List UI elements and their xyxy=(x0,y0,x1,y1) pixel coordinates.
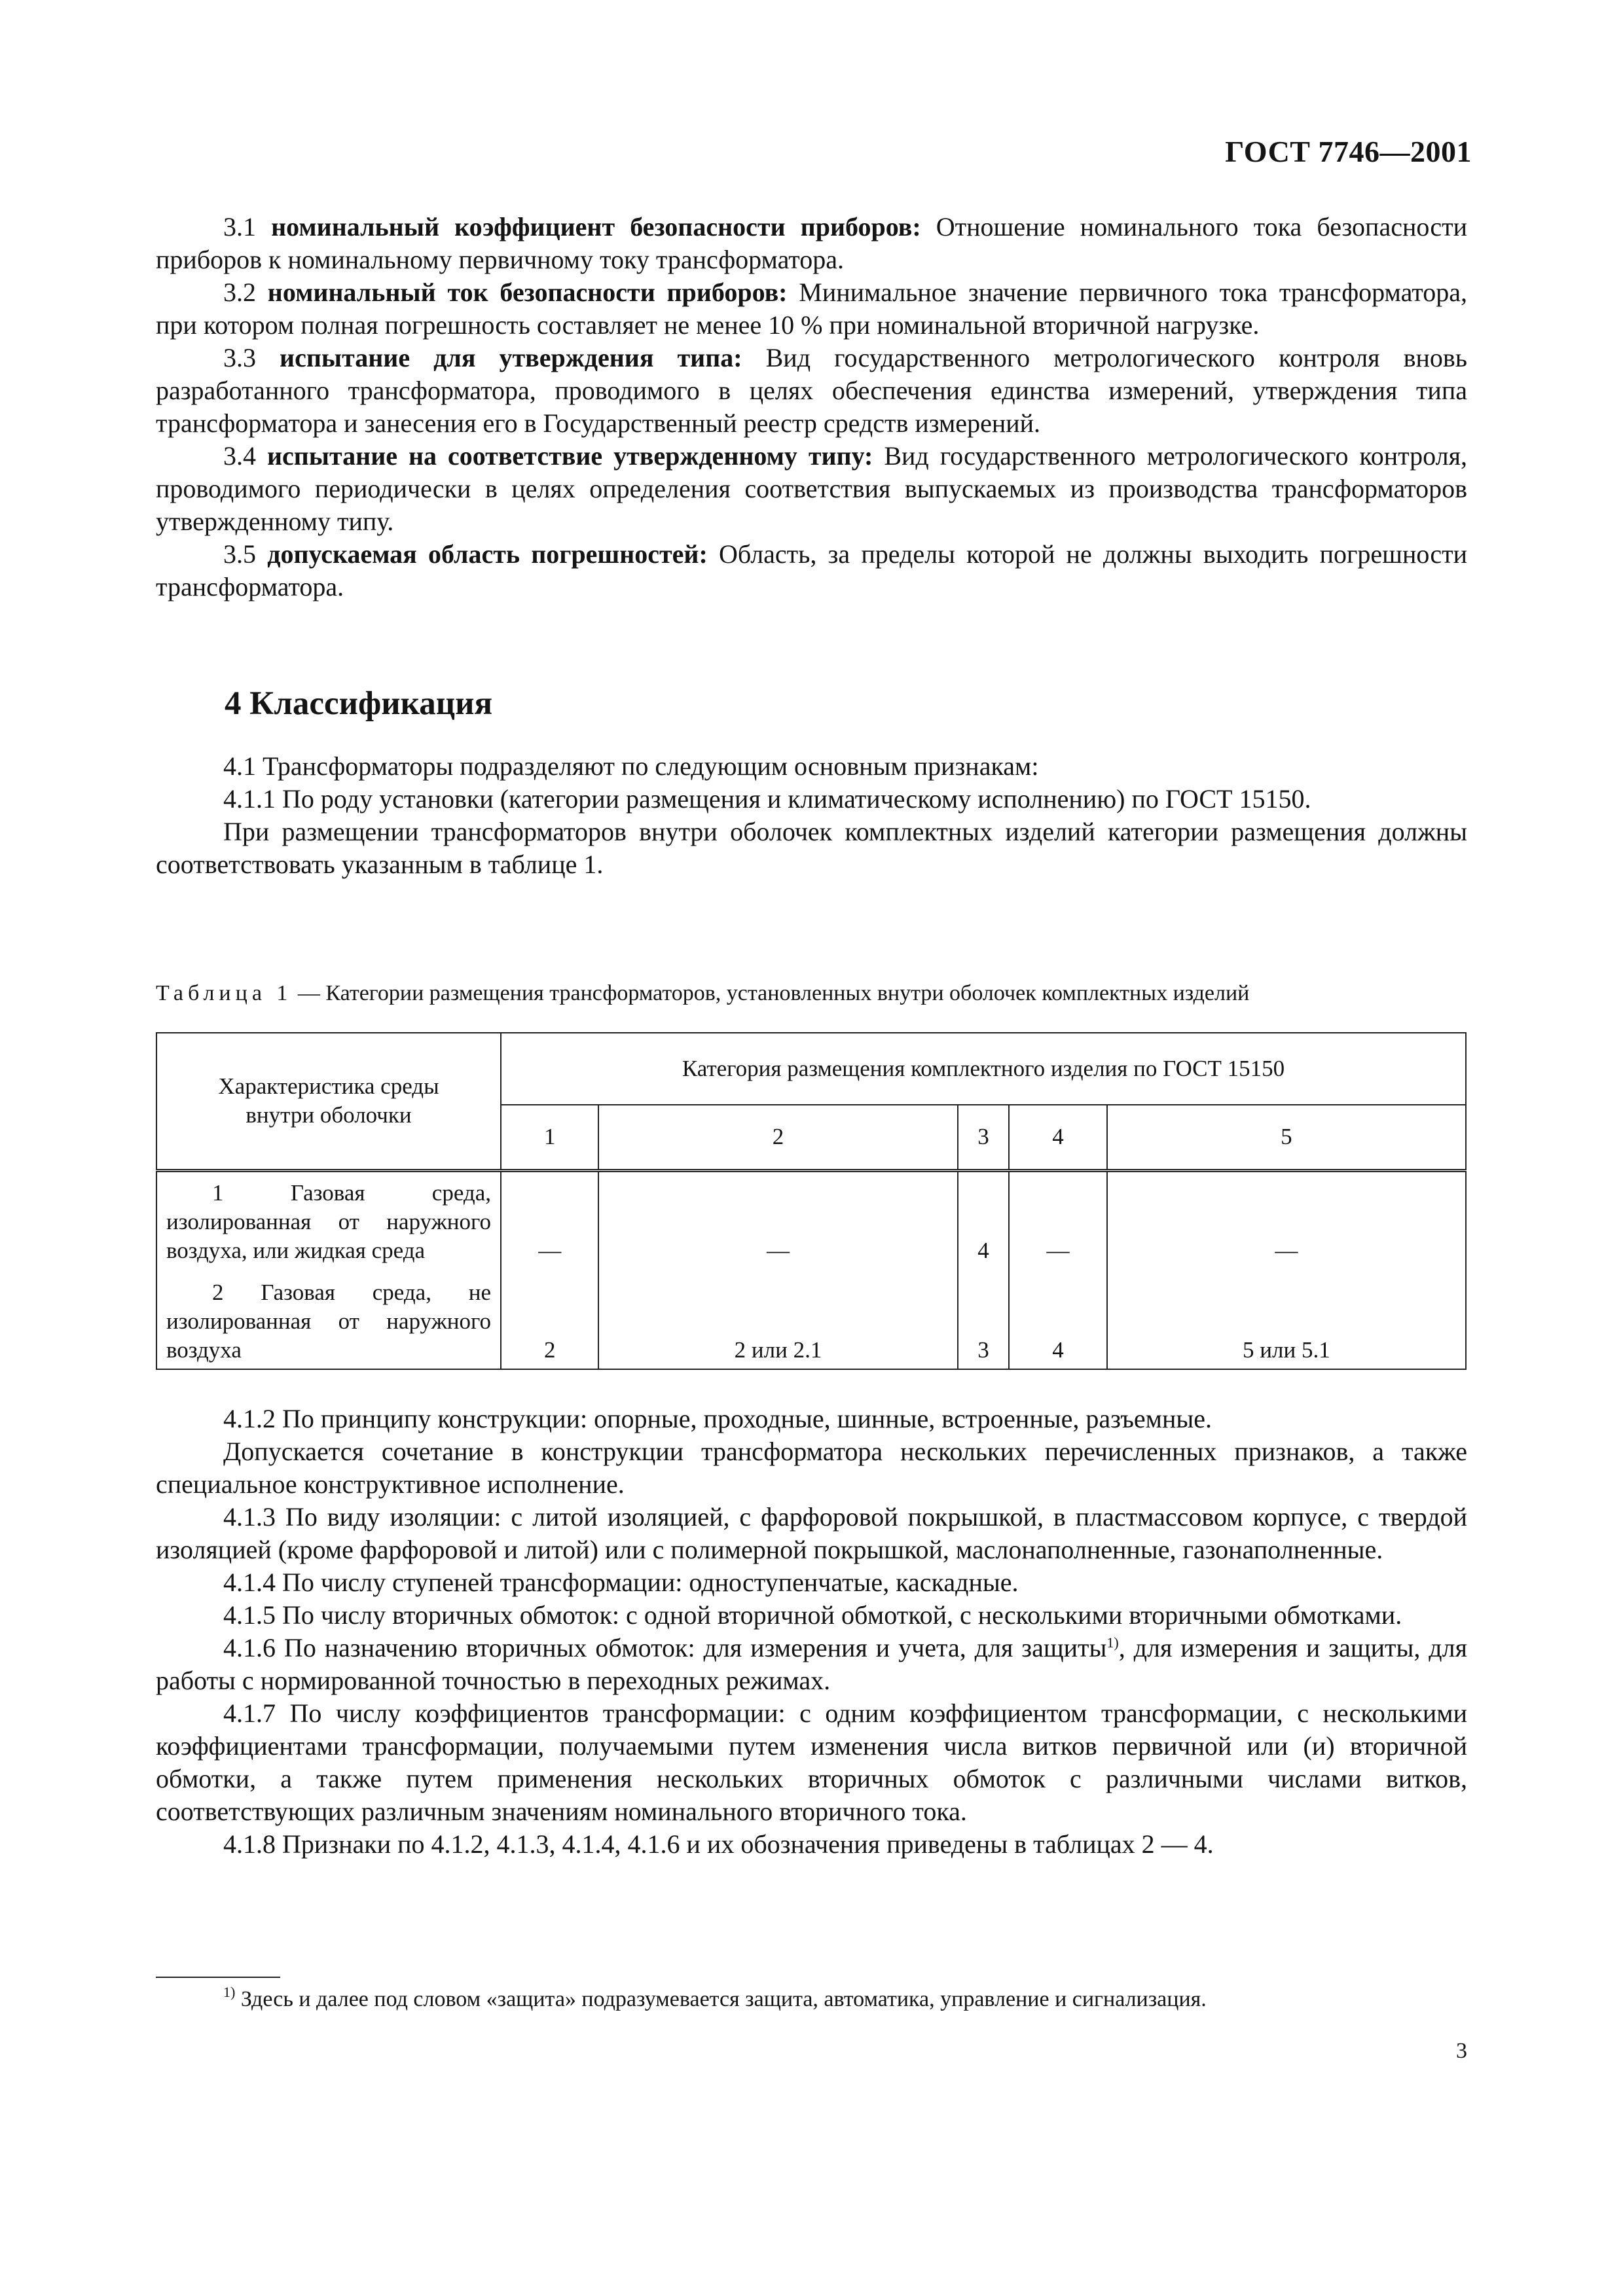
table-cell: 2 xyxy=(501,1272,598,1369)
section-title: 4 Классификация xyxy=(225,685,493,722)
table-row-label: 2 Газовая среда, не изолированная от наружного воздуха xyxy=(156,1272,501,1369)
table-header-category-group: Категория размещения комплектного изделия по ГОСТ 15150 xyxy=(501,1033,1466,1105)
paragraph: При размещении трансформаторов внутри оболочек комплектных изделий категории размещения должны соответствовать указанным в таблице 1. xyxy=(156,817,1467,879)
paragraph: 4.1.5 По числу вторичных обмоток: с одной вторичной обмоткой, с несколькими вторичными обмотками. xyxy=(223,1600,1402,1630)
term-paragraph: 3.2 номинальный ток безопасности приборов: Минимальное значение первичного тока трансформатора, при котором полная погрешность составляет не менее 10 % при номинальной вторичной нагрузке. xyxy=(156,278,1467,340)
placement-category-table xyxy=(156,1032,1467,1370)
table-caption xyxy=(156,979,1467,1008)
term-name: номинальный коэффициент безопасности приборов: xyxy=(271,212,921,242)
document-header-id: ГОСТ 7746—2001 xyxy=(1225,135,1472,168)
paragraph: 4.1.8 Признаки по 4.1.2, 4.1.3, 4.1.4, 4.1.6 и их обозначения приведены в таблицах 2 — 4. xyxy=(223,1829,1214,1859)
table-cell: — xyxy=(501,1170,598,1272)
table-cell: — xyxy=(1009,1170,1106,1272)
paragraph: 4.1 Трансформаторы подразделяют по следующим основным признакам: xyxy=(223,751,1039,781)
table-header-environment: Характеристика среды внутри оболочки xyxy=(156,1033,501,1170)
table-header-category: 1 xyxy=(501,1105,598,1170)
table-caption-label: Таблица 1 xyxy=(156,981,293,1005)
table-cell: — xyxy=(598,1170,957,1272)
paragraph: 4.1.4 По числу ступеней трансформации: одноступенчатые, каскадные. xyxy=(223,1568,1019,1597)
table-header-category: 3 xyxy=(958,1105,1010,1170)
paragraph: 4.1.3 По виду изоляции: с литой изоляцией, с фарфоровой покрышкой, в пластмассовом корпусе, с твердой изоляцией (кроме фарфоровой и литой) или с полимерной покрышкой, маслонаполненные, газонаполненные. xyxy=(156,1502,1467,1564)
table-row-label: 1 Газовая среда, изолированная от наружного воздуха, или жидкая среда xyxy=(156,1170,501,1272)
paragraph: 4.1.2 По принципу конструкции: опорные, проходные, шинные, встроенные, разъемные. xyxy=(223,1404,1213,1433)
page-number: 3 xyxy=(1456,2039,1467,2063)
footnote-divider xyxy=(156,1977,280,1978)
classification-paragraphs xyxy=(156,1403,1467,1861)
table-cell: 4 xyxy=(1009,1272,1106,1369)
term-name: испытание для утверждения типа: xyxy=(280,343,742,372)
term-name: номинальный ток безопасности приборов: xyxy=(267,278,788,307)
term-paragraph: 3.5 допускаемая область погрешностей: Область, за пределы которой не должны выходить погрешности трансформатора. xyxy=(156,539,1467,601)
term-paragraph: 3.4 испытание на соответствие утвержденному типу: Вид государственного метрологического контроля, проводимого периодически в целях определения соответствия выпускаемых из производства трансформаторов утвержденному типу. xyxy=(156,441,1468,536)
footnote xyxy=(156,1985,1467,2014)
table-cell: 5 или 5.1 xyxy=(1107,1272,1466,1369)
section-intro xyxy=(156,750,1467,881)
table-row xyxy=(156,1272,1466,1369)
table-cell: 3 xyxy=(958,1272,1010,1369)
paragraph: 4.1.1 По роду установки (категории размещения и климатическому исполнению) по ГОСТ 15150. xyxy=(223,784,1311,814)
term-name: испытание на соответствие утвержденному типу: xyxy=(266,441,873,471)
table-cell: 2 или 2.1 xyxy=(598,1272,957,1369)
paragraph: Допускается сочетание в конструкции трансформатора нескольких перечисленных признаков, а также специальное конструктивное исполнение. xyxy=(156,1437,1467,1499)
paragraph: 4.1.6 По назначению вторичных обмоток: для измерения и учета, для защиты$^{1)}$, для измерения и защиты, для работы с нормированной точностью в переходных режимах. xyxy=(156,1633,1467,1695)
terms-definitions xyxy=(156,211,1467,603)
term-paragraph: 3.1 номинальный коэффициент безопасности приборов: Отношение номинального тока безопасности приборов к номинальному первичному току трансформатора. xyxy=(156,212,1467,274)
term-name: допускаемая область погрешностей: xyxy=(267,539,708,569)
table-header-category: 2 xyxy=(598,1105,957,1170)
table-cell: 4 xyxy=(958,1170,1010,1272)
footnote-mark: 1) xyxy=(223,1984,236,2000)
footnote-reference[interactable]: 1) xyxy=(1106,1634,1119,1651)
footnote-text: Здесь и далее под словом «защита» подразумевается защита, автоматика, управление и сигнализация. xyxy=(235,1987,1207,2011)
term-paragraph: 3.3 испытание для утверждения типа: Вид государственного метрологического контроля вновь разработанного трансформатора, проводимого в целях обеспечения единства измерений, утверждения типа трансформатора и занесения его в Государственный реестр средств измерений. xyxy=(156,343,1468,438)
table-caption-text: — Категории размещения трансформаторов, установленных внутри оболочек комплектных изделий xyxy=(292,981,1250,1005)
table-header-category: 4 xyxy=(1009,1105,1106,1170)
table-header-category: 5 xyxy=(1107,1105,1466,1170)
table-row xyxy=(156,1170,1466,1272)
paragraph: 4.1.7 По числу коэффициентов трансформации: с одним коэффициентом трансформации, с несколькими коэффициентами трансформации, получаемыми путем изменения числа витков первичной или (и) вторичной обмотки, а также путем применения нескольких вторичных обмоток с различными числами витков, соответствующих различным значениям номинального вторичного тока. xyxy=(156,1698,1467,1826)
table-cell: — xyxy=(1107,1170,1466,1272)
